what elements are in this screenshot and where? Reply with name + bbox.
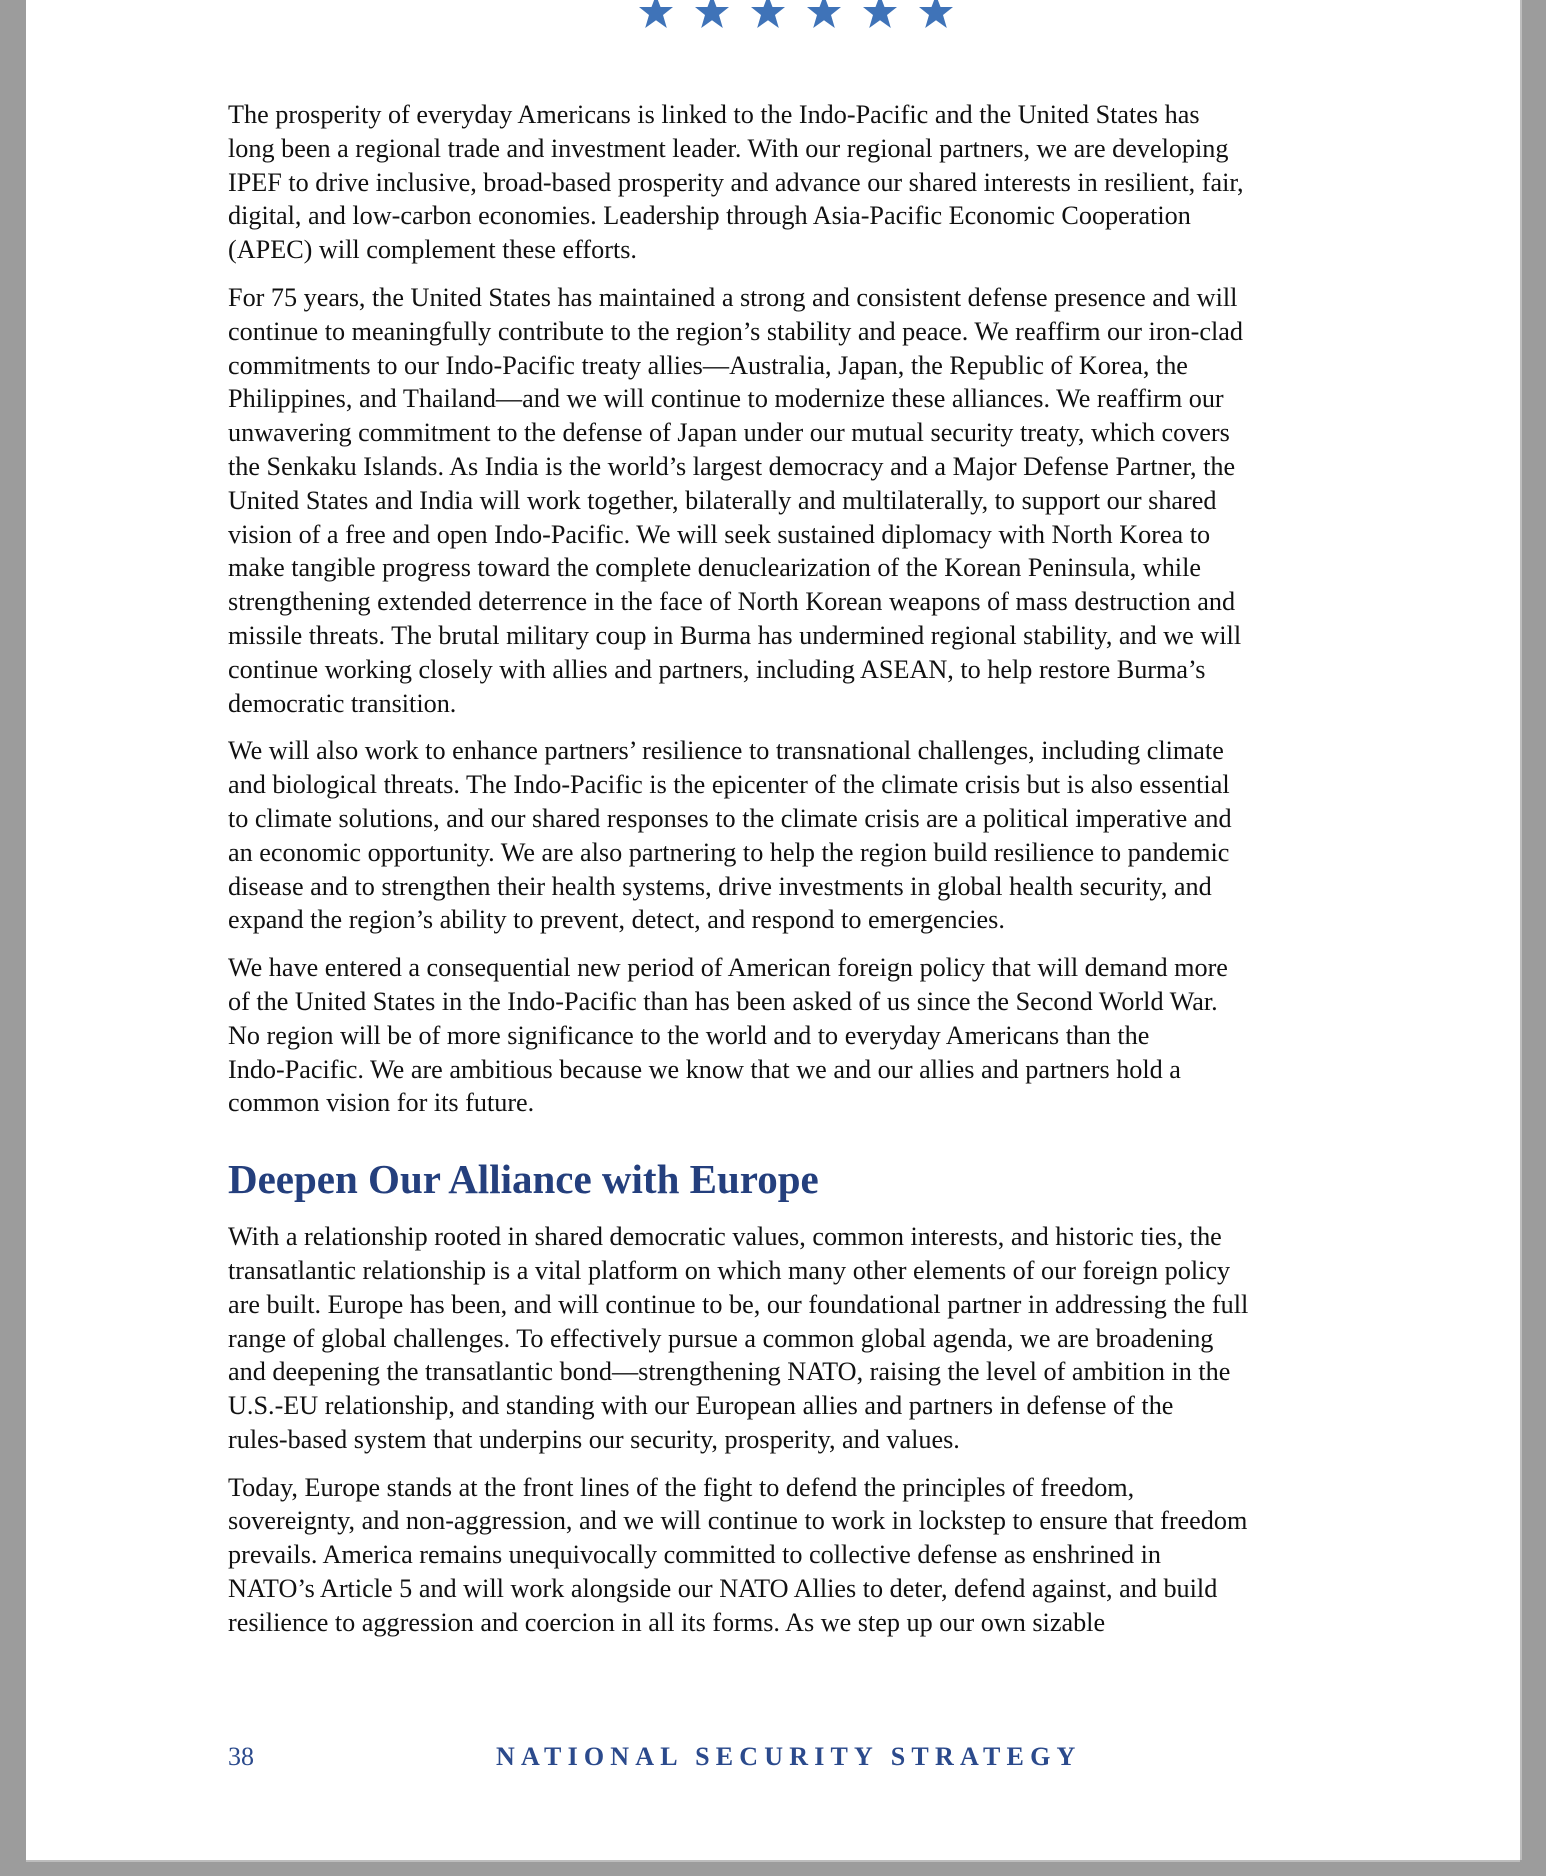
text-line[interactable]: No region will be of more significance to the world and to everyday Americans than the bbox=[228, 1020, 1150, 1050]
text-line: are built. Europe has been, and will continue to be, our foundational partner in addressing the full bbox=[228, 1289, 1249, 1319]
text-line[interactable]: vision of a free and open Indo-Pacific. We will seek sustained diplomacy with North Korea to bbox=[228, 519, 1211, 549]
text-line[interactable]: long been a regional trade and investment leader. With our regional partners, we are developing bbox=[228, 133, 1229, 163]
selected-paragraph[interactable] bbox=[228, 951, 1388, 1120]
document-page bbox=[26, 0, 1520, 1860]
text-line[interactable]: We have entered a consequential new period of American foreign policy that will demand more bbox=[228, 953, 1228, 983]
text-line: sovereignty, and non-aggression, and we will continue to work in lockstep to ensure that freedom bbox=[228, 1506, 1248, 1536]
star-icon bbox=[860, 0, 900, 32]
text-line[interactable]: disease and to strengthen their health systems, drive investments in global health security, and bbox=[228, 871, 1212, 901]
text-line[interactable]: common vision for its future. bbox=[228, 1088, 535, 1118]
text-line[interactable]: continue to meaningfully contribute to the region’s stability and peace. We reaffirm our iron-clad bbox=[228, 316, 1244, 346]
text-selection-highlight[interactable] bbox=[228, 281, 1388, 720]
text-line[interactable]: commitments to our Indo-Pacific treaty allies—Australia, Japan, the Republic of Korea, the bbox=[228, 350, 1188, 380]
text-line: rules-based system that underpins our security, prosperity, and values. bbox=[228, 1424, 960, 1454]
text-line: NATO’s Article 5 and will work alongside our NATO Allies to deter, defend against, and build bbox=[228, 1574, 1218, 1604]
text-line[interactable]: democratic transition. bbox=[228, 688, 457, 718]
body-paragraph bbox=[228, 1220, 1388, 1457]
text-line[interactable]: make tangible progress toward the complete denuclearization of the Korean Peninsula, while bbox=[228, 553, 1201, 583]
text-line: resilience to aggression and coercion in all its forms. As we step up our own sizable bbox=[228, 1607, 1106, 1637]
text-line: Today, Europe stands at the front lines of the fight to defend the principles of freedom, bbox=[228, 1472, 1135, 1502]
text-line[interactable]: unwavering commitment to the defense of Japan under our mutual security treaty, which covers bbox=[228, 418, 1230, 448]
text-line: transatlantic relationship is a vital platform on which many other elements of our foreign policy bbox=[228, 1255, 1231, 1285]
star-icon bbox=[636, 0, 676, 32]
text-line: and deepening the transatlantic bond—strengthening NATO, raising the level of ambition in the bbox=[228, 1357, 1231, 1387]
text-line[interactable]: The prosperity of everyday Americans is linked to the Indo-Pacific and the United States has bbox=[228, 100, 1200, 129]
text-selection-highlight[interactable] bbox=[228, 951, 1388, 1120]
text-line[interactable]: strengthening extended deterrence in the face of North Korean weapons of mass destruction and bbox=[228, 587, 1236, 617]
text-line[interactable]: an economic opportunity. We are also partnering to help the region build resilience to pandemic bbox=[228, 837, 1230, 867]
text-line[interactable]: expand the region’s ability to prevent, detect, and respond to emergencies. bbox=[228, 905, 1005, 935]
document-body bbox=[228, 98, 1388, 1654]
stars-decoration bbox=[636, 0, 956, 36]
star-icon bbox=[692, 0, 732, 32]
text-line[interactable]: Philippines, and Thailand—and we will continue to modernize these alliances. We reaffirm our bbox=[228, 384, 1224, 414]
text-line[interactable]: of the United States in the Indo-Pacific than has been asked of us since the Second World War. bbox=[228, 986, 1218, 1016]
text-line[interactable]: For 75 years, the United States has maintained a strong and consistent defense presence and will bbox=[228, 282, 1238, 312]
text-line[interactable]: We will also work to enhance partners’ resilience to transnational challenges, including climate bbox=[228, 736, 1224, 766]
selected-paragraph[interactable] bbox=[228, 281, 1388, 720]
text-line: range of global challenges. To effectively pursue a common global agenda, we are broadening bbox=[228, 1323, 1214, 1353]
star-icon bbox=[916, 0, 956, 32]
text-line[interactable]: IPEF to drive inclusive, broad-based prosperity and advance our shared interests in resilient, fair, bbox=[228, 167, 1244, 197]
text-line[interactable]: (APEC) will complement these efforts. bbox=[228, 235, 637, 265]
text-line[interactable]: Indo-Pacific. We are ambitious because we know that we and our allies and partners hold a bbox=[228, 1054, 1181, 1084]
text-line[interactable]: to climate solutions, and our shared responses to the climate crisis are a political imperative and bbox=[228, 803, 1232, 833]
text-line: U.S.-EU relationship, and standing with our European allies and partners in defense of the bbox=[228, 1391, 1174, 1421]
page-number: 38 bbox=[228, 1742, 254, 1771]
text-line: prevails. America remains unequivocally committed to collective defense as enshrined in bbox=[228, 1540, 1161, 1570]
selected-paragraph[interactable] bbox=[228, 98, 1388, 267]
text-line: With a relationship rooted in shared democratic values, common interests, and historic ties, the bbox=[228, 1222, 1222, 1252]
text-selection-highlight[interactable] bbox=[228, 98, 1388, 267]
text-selection-highlight[interactable] bbox=[228, 734, 1388, 937]
text-line[interactable]: the Senkaku Islands. As India is the world’s largest democracy and a Major Defense Partner, the bbox=[228, 451, 1236, 481]
selected-paragraph[interactable] bbox=[228, 734, 1388, 937]
section-heading: Deepen Our Alliance with Europe bbox=[228, 1156, 819, 1203]
star-icon bbox=[804, 0, 844, 32]
text-line[interactable]: United States and India will work together, bilaterally and multilaterally, to support our shared bbox=[228, 485, 1217, 515]
viewer-scroll-gutter[interactable] bbox=[1524, 0, 1546, 1876]
running-footer-title: NATIONAL SECURITY STRATEGY bbox=[496, 1742, 1082, 1771]
text-line[interactable]: missile threats. The brutal military coup in Burma has undermined regional stability, and we will bbox=[228, 620, 1242, 650]
body-paragraph bbox=[228, 1471, 1388, 1640]
text-line[interactable]: and biological threats. The Indo-Pacific is the epicenter of the climate crisis but is also essential bbox=[228, 770, 1230, 800]
text-line[interactable]: continue working closely with allies and partners, including ASEAN, to help restore Burma’s bbox=[228, 654, 1206, 684]
text-line[interactable]: digital, and low-carbon economies. Leadership through Asia-Pacific Economic Cooperation bbox=[228, 201, 1191, 231]
star-icon bbox=[748, 0, 788, 32]
